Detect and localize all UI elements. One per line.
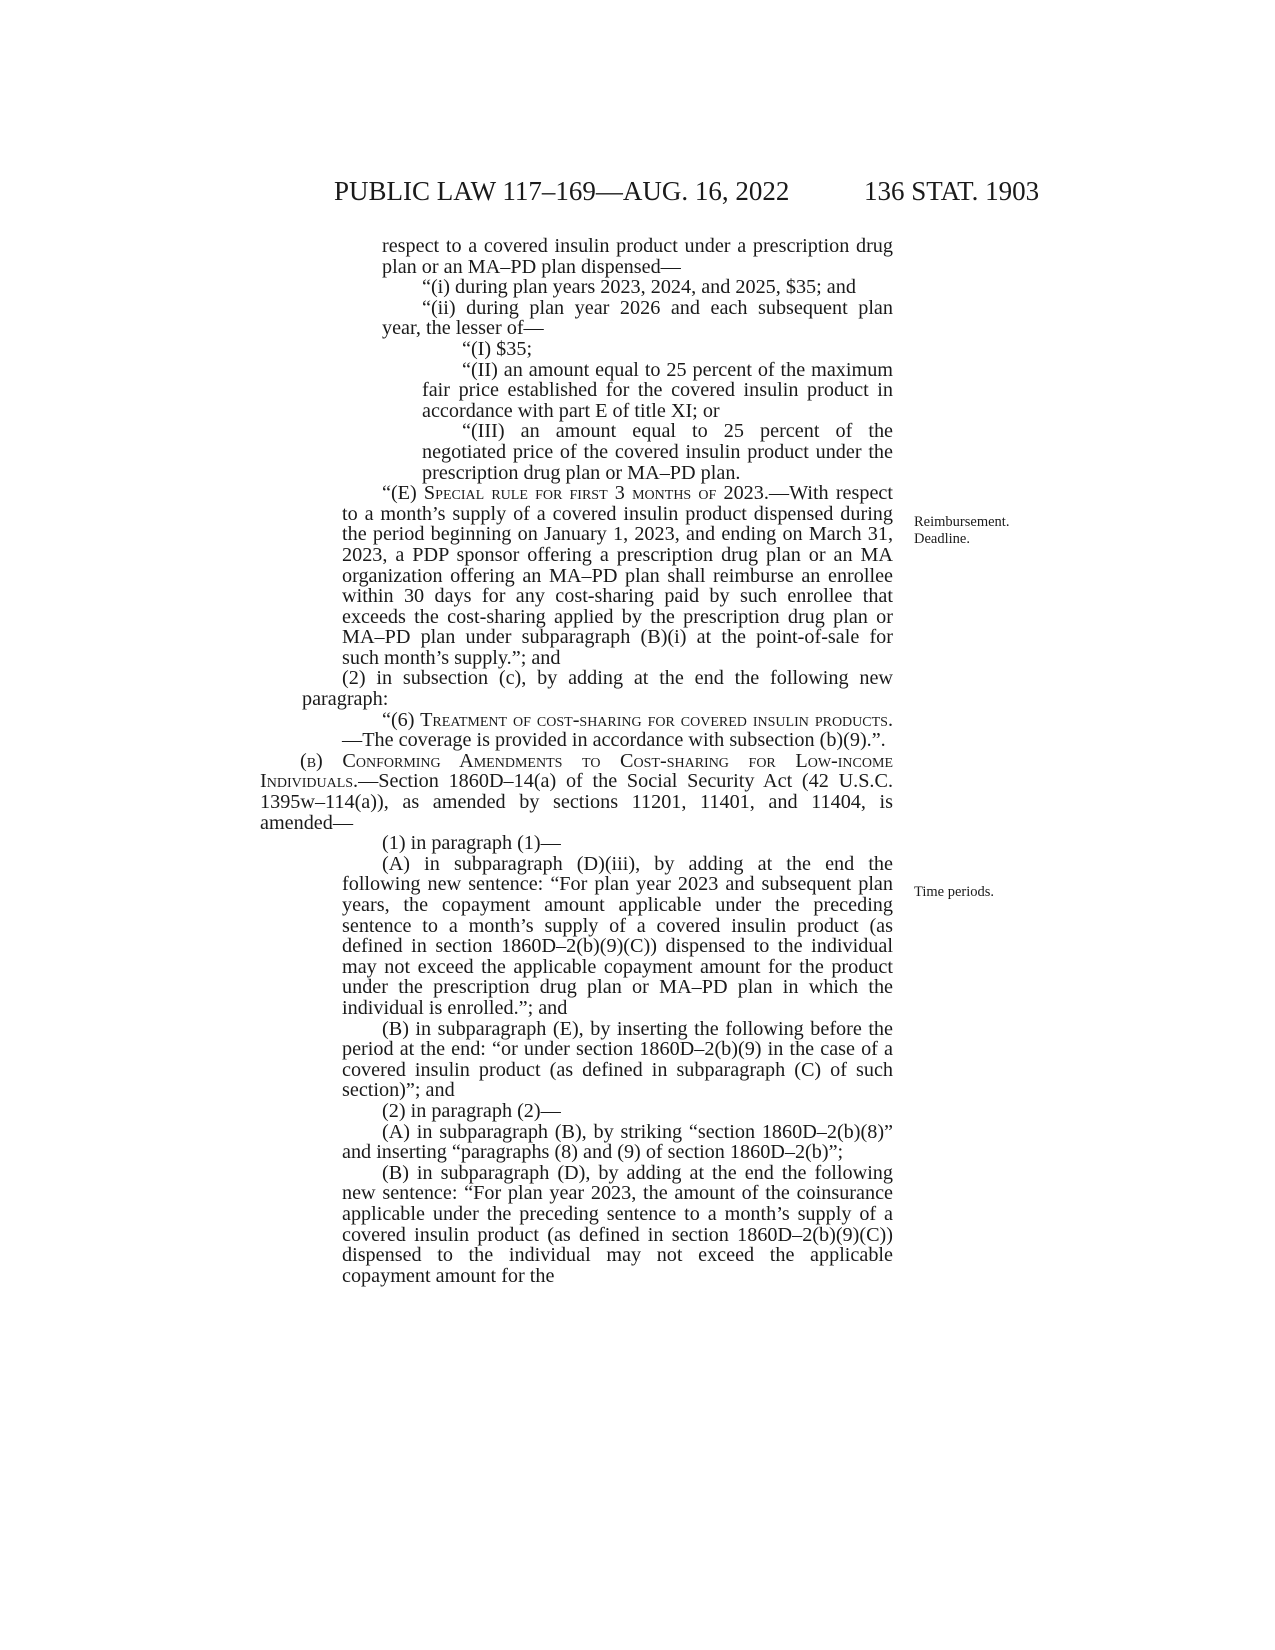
paragraph-text: “(i) during plan years 2023, 2024, and 2025, $35; and [422,276,856,299]
statute-paragraph [228,339,893,360]
statute-paragraph [228,1163,893,1287]
statute-paragraph [228,298,893,339]
statute-paragraph [228,1122,893,1163]
paragraph-text: (2) in subsection (c), by adding at the end the following new paragraph: [302,667,893,711]
statute-paragraph [228,421,893,483]
paragraph-heading: “(6) Treatment of cost-sharing for covered insulin products. [382,708,893,731]
paragraph-text: —Section 1860D–14(a) of the Social Security Act (42 U.S.C. 1395w–114(a)), as amended by sections 11201, 11401, and 11404, is amended— [260,770,893,834]
statute-paragraph [228,1019,893,1101]
paragraph-text: “(II) an amount equal to 25 percent of the maximum fair price established for the covered insulin product in accordance with part E of title XI; or [422,358,893,422]
paragraph-heading: “(E) Special rule for first 3 months of 2023. [382,482,769,505]
statute-paragraph [228,854,893,1019]
statute-paragraph [228,483,893,668]
statute-paragraph [228,751,893,833]
statute-page-reference: 136 STAT. 1903 [864,176,1040,206]
statute-paragraph [228,710,893,751]
statute-paragraph [228,360,893,422]
paragraph-text: (A) in subparagraph (D)(iii), by adding at the end the following new sentence: “For plan year 2023 and subsequent plan years, the copayment amount applicable under the preceding sentence to a month’s supply of a covered insulin product (as defined in section 1860D–2(b)(9)(C)) dispensed to the individual may not exceed the applicable copayment amount for the product under the prescription drug plan or MA–PD plan in which the individual is enrolled.”; and [342,852,893,1019]
paragraph-heading: (b) Conforming Amendments to Cost-sharing for Low-income Individuals. [260,749,893,793]
statute-paragraph [228,833,893,854]
statute-paragraph [228,1101,893,1122]
statute-paragraph [228,236,893,277]
paragraph-text: (1) in paragraph (1)— [382,832,561,855]
paragraph-text: (B) in subparagraph (E), by inserting the following before the period at the end: “or under section 1860D–2(b)(9) in the case of a covered insulin product (as defined in subparagraph (C) of such section)”; and [342,1017,893,1102]
running-head-title: PUBLIC LAW 117–169—AUG. 16, 2022 [334,176,790,206]
paragraph-text: —The coverage is provided in accordance with subsection (b)(9).”. [342,729,886,752]
paragraph-text: (B) in subparagraph (D), by adding at the end the following new sentence: “For plan year 2023, the amount of the coinsurance applicable under the preceding sentence to a month’s supply of a covered insulin product (as defined in section 1860D–2(b)(9)(C)) dispensed to the individual may not exceed the applicable copayment amount for the [342,1161,893,1287]
paragraph-text: “(I) $35; [462,337,533,360]
paragraph-text: “(III) an amount equal to 25 percent of the negotiated price of the covered insulin product under the prescription drug plan or MA–PD plan. [422,420,893,484]
paragraph-text: (2) in paragraph (2)— [382,1099,561,1122]
statute-paragraph [228,277,893,298]
margin-note-time-periods: Time periods. [914,884,995,900]
paragraph-text: (A) in subparagraph (B), by striking “section 1860D–2(b)(8)” and inserting “paragraphs (8) and (9) of section 1860D–2(b)”; [342,1120,893,1164]
statute-body-text [228,236,893,1286]
margin-note-reimbursement: Reimbursement. Deadline. [914,514,1010,547]
statute-paragraph [228,668,893,709]
paragraph-text: —With respect to a month’s supply of a covered insulin product dispensed during the period beginning on January 1, 2023, and ending on March 31, 2023, a PDP sponsor offering a prescription drug plan or an MA organization offering an MA–PD plan shall reimburse an enrollee within 30 days for any cost-sharing paid by such enrollee that exceeds the cost-sharing applied by the prescription drug plan or MA–PD plan under subparagraph (B)(i) at the point-of-sale for such month’s supply.”; and [342,482,893,669]
paragraph-text: “(ii) during plan year 2026 and each subsequent plan year, the lesser of— [382,296,893,340]
paragraph-text: respect to a covered insulin product under a prescription drug plan or an MA–PD plan dispensed— [382,235,893,278]
